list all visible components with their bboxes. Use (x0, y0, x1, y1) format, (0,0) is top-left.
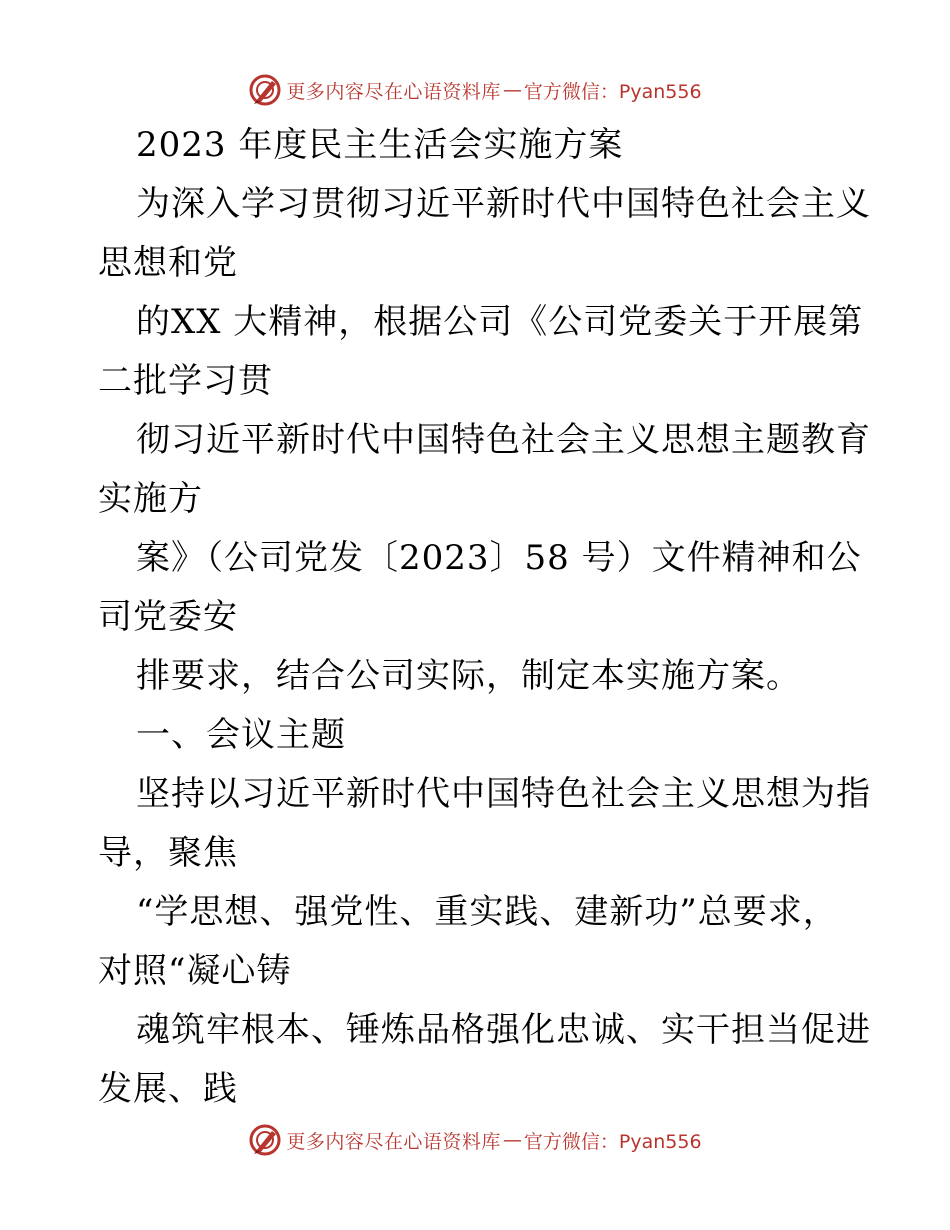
doc-line (98, 1060, 858, 1119)
watermark-site-text: 更多内容尽在心语资料库 (286, 1130, 501, 1153)
doc-line (98, 352, 858, 411)
doc-line (98, 529, 862, 588)
doc-line (98, 1001, 871, 1060)
doc-line-text: 导，聚焦 (98, 833, 238, 873)
doc-line (98, 411, 871, 470)
doc-line (98, 234, 858, 293)
doc-line-text: 为深入学习贯彻习近平新时代中国特色社会主义 (136, 184, 871, 224)
doc-line-text: 发展、践 (98, 1069, 238, 1109)
doc-line-text: 排要求，结合公司实际，制定本实施方案。 (136, 656, 801, 696)
doc-line-text: 实施方 (98, 479, 203, 519)
doc-line (98, 175, 871, 234)
doc-line-text: “学思想、强党性、重实践、建新功”总要求， (136, 892, 838, 932)
doc-line (98, 116, 858, 175)
doc-line (98, 883, 858, 942)
doc-line (98, 588, 858, 647)
doc-line-text: 对照“凝心铸 (98, 951, 292, 991)
doc-line-text: 坚持以习近平新时代中国特色社会主义思想为指 (136, 774, 871, 814)
header-watermark (0, 70, 950, 110)
doc-line (98, 470, 858, 529)
doc-line (98, 293, 864, 352)
doc-line-text: 2023 年度民主生活会实施方案 (136, 125, 624, 165)
doc-line (98, 824, 858, 883)
watermark-dash: — (502, 1129, 522, 1151)
doc-line-text: 二批学习贯 (98, 361, 273, 401)
doc-line-text: 思想和党 (98, 243, 238, 283)
doc-line (98, 765, 871, 824)
doc-line (98, 647, 858, 706)
pen-logo-icon (248, 73, 282, 107)
doc-line-text: 魂筑牢根本、锤炼品格强化忠诚、实干担当促进 (136, 1010, 871, 1050)
doc-line-text: 司党委安 (98, 597, 238, 637)
watermark-wechat-text: 官方微信：Pyan556 (523, 1130, 702, 1153)
doc-line-text: 案》（公司党发〔2023〕58 号）文件精神和公 (136, 538, 862, 578)
doc-line-text: 一、会议主题 (136, 715, 346, 755)
doc-line (98, 942, 858, 1001)
footer-watermark (0, 1120, 950, 1160)
doc-line-text: 的XX 大精神，根据公司《公司党委关于开展第 (136, 302, 864, 342)
watermark-dash: — (502, 79, 522, 101)
doc-line (98, 706, 858, 765)
watermark-site-text: 更多内容尽在心语资料库 (286, 80, 501, 103)
pen-logo-icon (248, 1123, 282, 1157)
watermark-wechat-text: 官方微信：Pyan556 (523, 80, 702, 103)
document-body (98, 116, 871, 1119)
doc-line-text: 彻习近平新时代中国特色社会主义思想主题教育 (136, 420, 871, 460)
